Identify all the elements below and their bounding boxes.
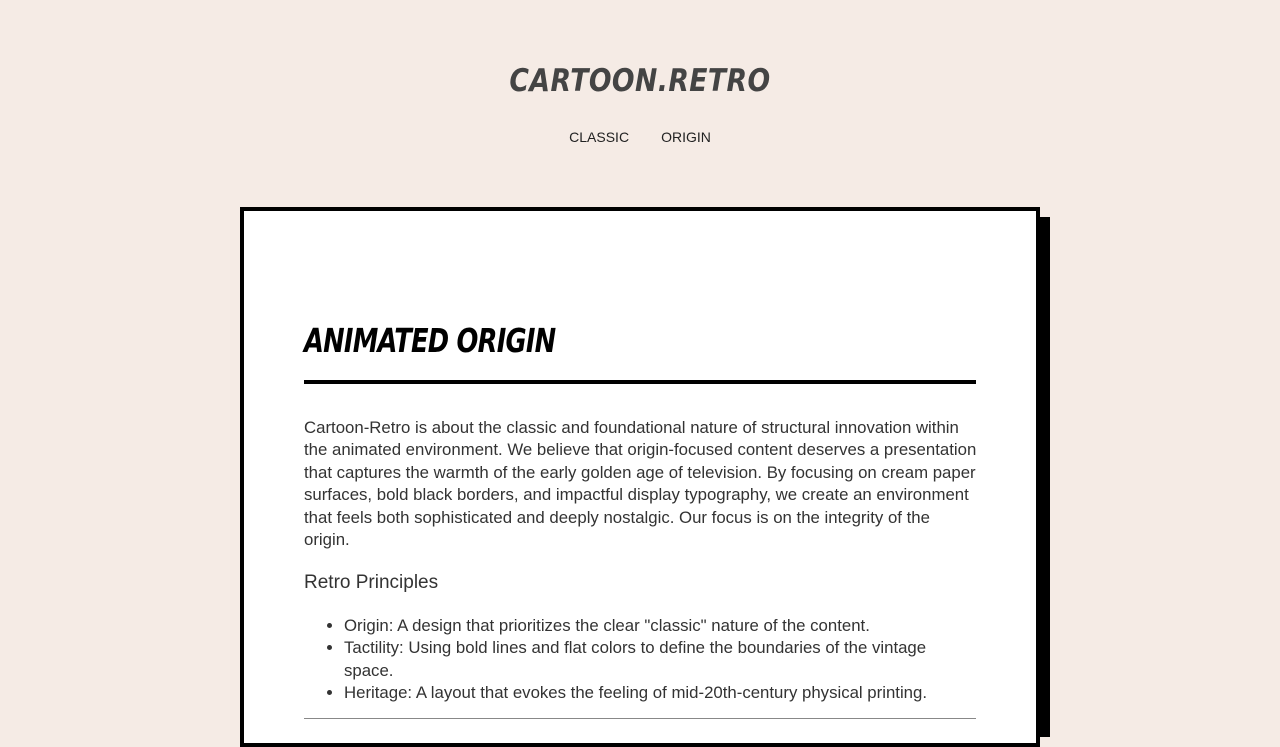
- site-logo[interactable]: CARTOON.RETRO: [509, 63, 771, 99]
- nav-link-origin[interactable]: ORIGIN: [661, 129, 711, 145]
- intro-paragraph: Cartoon-Retro is about the classic and foundational nature of structural innovation within the animated environment. We believe that origin-focused content deserves a presentation that captures the warmth of the early golden age of television. By focusing on cream paper surfaces, bold black borders, and impactful display typography, we create an environment that feels both sophisticated and deeply nostalgic. Our focus is on the integrity of the origin.: [304, 418, 977, 550]
- list-item: • Heritage: A layout that evokes the feeling of mid-20th-century physical printing.: [344, 682, 976, 704]
- section-heading: Retro Principles: [304, 572, 439, 593]
- content-card: [240, 207, 1040, 747]
- site-header: [0, 0, 1280, 180]
- title-divider: [304, 380, 976, 384]
- nav-link-classic[interactable]: CLASSIC: [569, 129, 630, 145]
- principles-list: [304, 615, 976, 705]
- main-nav: [0, 128, 1280, 146]
- article-title: ANIMATED ORIGIN: [304, 321, 556, 360]
- section-divider: [304, 718, 976, 719]
- list-item: • Tactility: Using bold lines and flat colors to define the boundaries of the vintage space.: [344, 637, 976, 682]
- list-item: • Origin: A design that prioritizes the clear "classic" nature of the content.: [344, 615, 976, 637]
